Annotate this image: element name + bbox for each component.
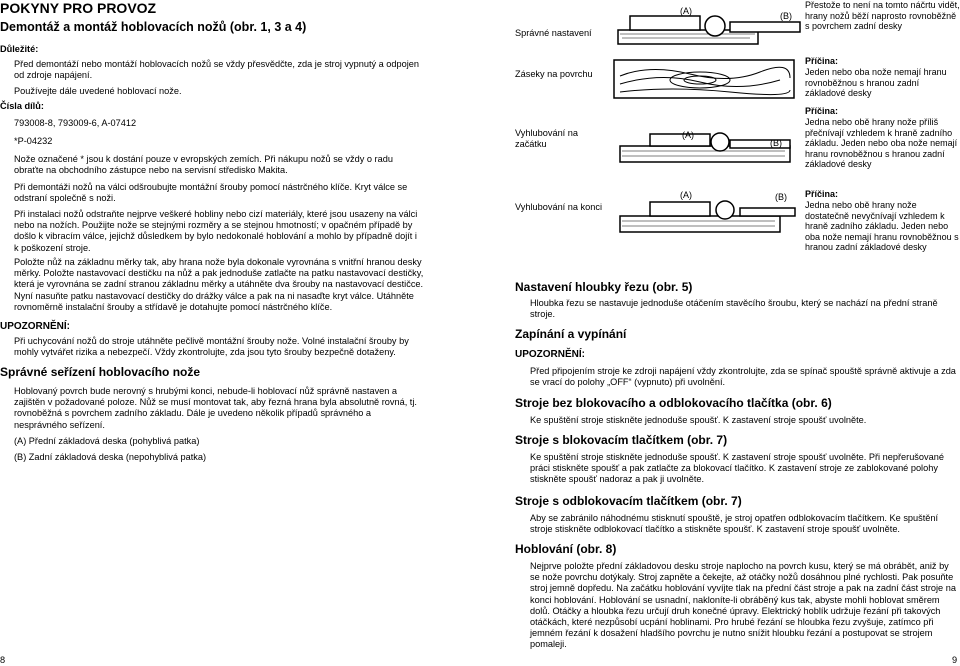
rear-base [740, 208, 795, 216]
warning-label: UPOZORNĚNÍ: [0, 321, 70, 332]
switch-warning-label: UPOZORNĚNÍ: [515, 349, 585, 360]
note-text: Nože označené * jsou k dostání pouze v evropských zemích. Při nákupu nožů se vždy o radu obraťte na obchodního zástupce nebo na servisní středisko Makita. [14, 154, 393, 176]
odblokovaci-text: Aby se zabránilo náhodnému stisknutí spouště, je stroj opatřen odblokovacím tlačítkem. Ke spuštění stroje stiskněte odblokovací tlačítko a stiskněte spoušť. K zastavení stroje spoušť uvolněte. [530, 513, 939, 535]
cutter-drum [705, 16, 725, 36]
parts-numbers-2: *P-04232 [14, 136, 53, 146]
section-heading-bez-tlacitka: Stroje bez blokovacího a odblokovacího tlačítka (obr. 6) [515, 396, 832, 410]
switch-warning-text: Před připojením stroje ke zdroji napájení vždy zkontrolujte, zda se spínač spouště správně aktivuje a zda se vrací do polohy „OFF“ (vypnuto) při uvolnění. [530, 366, 956, 388]
row-label-spravne: Správné nastavení [515, 28, 592, 38]
row-desc-konec: Jedna nebo obě hrany nože dostatečně nevyčnívají vzhledem k hraně zadního základu. Jeden nebo oba nože nemají hranu rovnoběžnou s hranou zadní základové desky [805, 200, 959, 252]
diagram-end-gouge [610, 186, 800, 238]
front-base [650, 134, 710, 146]
label-b: (B) [775, 192, 787, 202]
cutter-drum [711, 133, 729, 151]
page-title: POKYNY PRO PROVOZ [0, 0, 157, 16]
section-heading-demontaz: Demontáž a montáž hoblovacích nožů (obr. 1, 3 a 4) [0, 20, 307, 34]
cause-label-zacatek: Příčina: [805, 106, 839, 116]
row-label-zacatek: Vyhlubování na začátku [515, 128, 578, 150]
cause-label-zaseky: Příčina: [805, 56, 839, 66]
label-b: (B) [780, 11, 792, 21]
cutter-drum [716, 201, 734, 219]
parts-label: Čísla dílů: [0, 101, 44, 111]
workpiece [620, 216, 780, 232]
section-heading-hoblovani: Hoblování (obr. 8) [515, 542, 617, 556]
rear-base [730, 22, 800, 32]
diagram-correct [610, 2, 810, 54]
demontaz-text: Při demontáži nožů na válci odšroubujte montážní šrouby pomocí nástrčného klíče. Kryt válce se odstraní společně s noži. [14, 182, 408, 204]
row-desc-spravne: Přestože to není na tomto náčrtu vidět, hrany nožů běží naprosto rovnoběžně s povrchem zadní desky [805, 0, 960, 31]
serizeni-text: Hoblovaný povrch bude nerovný s hrubými konci, nebude-li hoblovací nůž správně nastaven a zajištěn v požadované poloze. Nůž se musí montovat tak, aby řezná hrana byla absolutně rovná, tj. rovnoběžná s povrchem zadního základu. Dále je uvedeno několik případů správného a nesprávného seřízení. [14, 386, 417, 430]
front-base [630, 16, 700, 30]
page-number-right: 9 [952, 655, 958, 665]
hloubka-text: Hloubka řezu se nastavuje jednoduše otáčením stavěcího šroubu, který se nachází na přední straně stroje. [530, 298, 938, 320]
item-b: (B) Zadní základová deska (nepohyblivá patka) [14, 452, 207, 462]
label-a: (A) [680, 190, 692, 200]
hoblovani-text: Nejprve položte přední základovou desku stroje naplocho na povrch kusu, který se má obrábět, aniž by se nože povrchu dotýkaly. Stroj zapněte a čekejte, až otáčky nožů dosáhnou plné rychlosti. Pak posuňte stroj jemně dopředu. Na začátku hoblování vyvíjte tlak na přední část stroje a pak na zadní část stroje na konci hoblování. Hoblování se usnadní, nakloníte-li obráběný kus tak, abyste mohli hoblovat směrem dolů. Otáčky a hloubka řezu určují druh konečné úpravy. Elektrický hoblík udržuje řezání při takových otáčkách, které nezpůsobí ucpání hoblinami. Pro hrubé řezání se hloubka řezu zvyšuje, zatímco při jemném řezání k dosažení hladšího povrchu je nutno snížit hloubku řezání a postupovat se strojem pomaleji. [530, 561, 956, 650]
cause-label-konec: Příčina: [805, 189, 839, 199]
important-label: Důležité: [0, 44, 39, 54]
row-label-konec: Vyhlubování na konci [515, 202, 602, 212]
bez-tlacitka-text: Ke spuštění stroje stiskněte jednoduše spoušť. K zastavení stroje spoušť uvolněte. [530, 415, 867, 425]
page-number-left: 8 [0, 655, 6, 665]
row-desc-zacatek: Jedna nebo obě hrany nože příliš přečnívají vzhledem k hraně zadního základu. Jeden nebo oba nože nemají hranu rovnoběžnou s hranou zadní základové desky [805, 117, 958, 169]
diagram-start-gouge [610, 118, 800, 170]
parts-numbers: 793008-8, 793009-6, A-07412 [14, 118, 137, 128]
polozte-text: Položte nůž na základnu měrky tak, aby hrana nože byla dokonale vyrovnána s vnitřní hranou desky měrky. Položte nastavovací destičku na nůž a pak jednoduše zatlačte na patku nastavovací destičky, která je vyrovnána se zadní stranou základnu měrky a utáhněte dva šrouby na nastavovací destičce. Nyní nasuňte patku nastavovací destičky do drážky válce a pak na ni nasaďte kryt válce. Utáhněte rovnoměrně instalační šrouby a střídavě je dotahujte pomocí nástrčného klíče. [14, 257, 424, 312]
section-heading-hloubka: Nastavení hloubky řezu (obr. 5) [515, 280, 693, 294]
item-a: (A) Přední základová deska (pohyblivá patka) [14, 436, 200, 446]
warning-text: Při uchycování nožů do stroje utáhněte pečlivě montážní šrouby nože. Volné instalační šrouby by mohly vytvářet rizika a nebezpečí. Vždy zkontrolujte, zda jsou tyto šrouby bezpečně dotaženy. [14, 336, 409, 358]
section-heading-zapinani: Zapínání a vypínání [515, 327, 627, 341]
label-a: (A) [682, 130, 694, 140]
blokovaci-text: Ke spuštění stroje stiskněte jednoduše spoušť. K zastavení stroje spoušť uvolněte. Při nepřerušované práci stiskněte spoušť a pak zatlačte za blokovací tlačítko. K zastavení stroje ze zablokované polohy stiskněte spoušť nadoraz a pak ji uvolněte. [530, 452, 944, 485]
section-heading-blokovaci: Stroje s blokovacím tlačítkem (obr. 7) [515, 433, 728, 447]
diagram-gouges [610, 56, 800, 102]
front-base [650, 202, 710, 216]
section-heading-serizeni: Správné seřízení hoblovacího nože [0, 365, 201, 379]
row-label-zaseky: Zásеky na povrchu [515, 69, 593, 79]
label-a: (A) [680, 6, 692, 16]
section-heading-odblokovaci: Stroje s odblokovacím tlačítkem (obr. 7) [515, 494, 742, 508]
label-b: (B) [770, 138, 782, 148]
row-desc-zaseky: Jeden nebo oba nože nemají hranu rovnoběžnou s hranou zadní základové desky [805, 67, 947, 98]
important-text-2: Používejte dále uvedené hoblovací nože. [14, 86, 182, 96]
important-text: Před demontáží nebo montáží hoblovacích nožů se vždy přesvědčte, zda je stroj vypnutý a odpojen od zdroje napájení. [14, 59, 419, 81]
instalace-text: Při instalaci nožů odstraňte nejprve veškeré hobliny nebo cizí materiály, které jsou usazeny na válci nebo na nožích. Použijte nože se stejnými rozměry a se stejnou hmotností; v opačném případě by došlo k vibracím válce, jejichž důsledkem by bylo nedokonalé hoblování a mohlo by případně dojít i k poškození stroje. [14, 209, 418, 253]
